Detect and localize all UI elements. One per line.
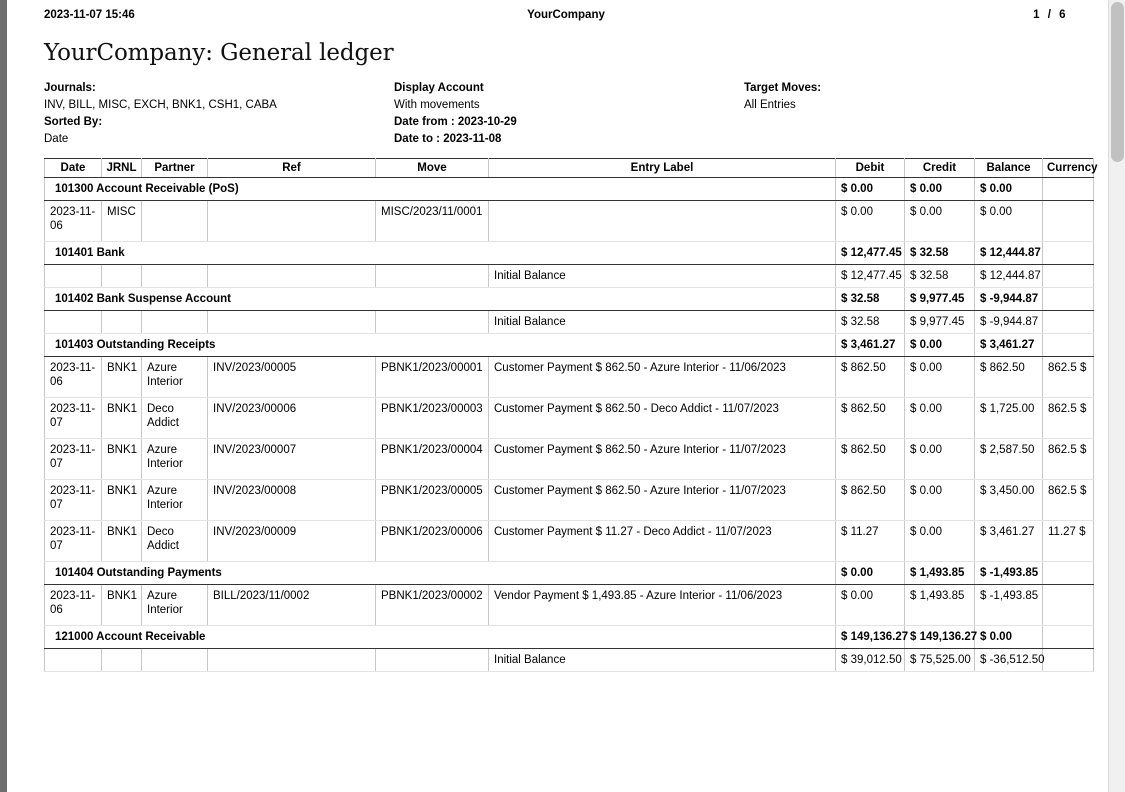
cell-balance: $ 1,725.00: [975, 398, 1043, 439]
account-group-row: [45, 334, 1094, 357]
cell-debit: $ 862.50: [836, 357, 905, 398]
cell-date: 2023-11-07: [45, 398, 102, 439]
table-row: [45, 585, 1094, 626]
sorted-by-label: Sorted By:: [44, 116, 103, 128]
cell-ref: INV/2023/00006: [208, 398, 376, 439]
cell-debit: $ 862.50: [836, 398, 905, 439]
group-currency: [1043, 288, 1094, 311]
table-body: [45, 178, 1094, 672]
cell-date: [45, 265, 102, 288]
column-header-jrnl: JRNL: [102, 159, 142, 178]
group-debit: $ 149,136.27: [836, 626, 905, 649]
cell-date: 2023-11-07: [45, 480, 102, 521]
account-group-row: [45, 242, 1094, 265]
group-balance: $ 12,444.87: [975, 242, 1043, 265]
cell-jrnl: [102, 265, 142, 288]
cell-entry-label: Customer Payment $ 862.50 - Azure Interior - 11/07/2023: [489, 480, 836, 521]
cell-entry-label: Customer Payment $ 862.50 - Deco Addict - 11/07/2023: [489, 398, 836, 439]
account-name: 101402 Bank Suspense Account: [45, 288, 836, 311]
cell-date: 2023-11-06: [45, 585, 102, 626]
cell-ref: INV/2023/00005: [208, 357, 376, 398]
cell-balance: $ -36,512.50: [975, 649, 1043, 672]
cell-date: 2023-11-07: [45, 439, 102, 480]
journals-label: Journals:: [44, 82, 96, 94]
cell-balance: $ 2,587.50: [975, 439, 1043, 480]
cell-debit: $ 32.58: [836, 311, 905, 334]
target-moves-value: All Entries: [744, 99, 796, 111]
cell-move: [376, 311, 489, 334]
page-running-header: [0, 0, 1108, 21]
cell-credit: $ 9,977.45: [905, 311, 975, 334]
table-row: [45, 357, 1094, 398]
cell-currency: 862.5 $: [1043, 480, 1094, 521]
cell-partner: [142, 649, 208, 672]
scrollbar-thumb[interactable]: [1111, 2, 1124, 162]
group-debit: $ 32.58: [836, 288, 905, 311]
vertical-scrollbar[interactable]: [1108, 0, 1125, 792]
group-credit: $ 9,977.45: [905, 288, 975, 311]
cell-jrnl: [102, 311, 142, 334]
table-row: [45, 311, 1094, 334]
cell-entry-label: Customer Payment $ 862.50 - Azure Interior - 11/06/2023: [489, 357, 836, 398]
cell-partner: Azure Interior: [142, 585, 208, 626]
cell-entry-label: Customer Payment $ 862.50 - Azure Interior - 11/07/2023: [489, 439, 836, 480]
cell-ref: INV/2023/00009: [208, 521, 376, 562]
cell-entry-label: Vendor Payment $ 1,493.85 - Azure Interior - 11/06/2023: [489, 585, 836, 626]
group-currency: [1043, 242, 1094, 265]
cell-partner: Azure Interior: [142, 480, 208, 521]
column-header-debit: Debit: [836, 159, 905, 178]
cell-jrnl: MISC: [102, 201, 142, 242]
table-row: [45, 265, 1094, 288]
group-credit: $ 0.00: [905, 178, 975, 201]
cell-ref: INV/2023/00008: [208, 480, 376, 521]
cell-move: PBNK1/2023/00004: [376, 439, 489, 480]
cell-debit: $ 11.27: [836, 521, 905, 562]
table-row: [45, 649, 1094, 672]
cell-credit: $ 0.00: [905, 521, 975, 562]
cell-partner: [142, 201, 208, 242]
group-debit: $ 3,461.27: [836, 334, 905, 357]
column-header-currency: Currency: [1043, 159, 1094, 178]
cell-currency: [1043, 201, 1094, 242]
cell-entry-label: Initial Balance: [489, 265, 836, 288]
cell-jrnl: BNK1: [102, 521, 142, 562]
column-header-date: Date: [45, 159, 102, 178]
cell-credit: $ 0.00: [905, 480, 975, 521]
cell-debit: $ 12,477.45: [836, 265, 905, 288]
account-name: 121000 Account Receivable: [45, 626, 836, 649]
sorted-by-value: Date: [44, 133, 69, 145]
cell-move: PBNK1/2023/00003: [376, 398, 489, 439]
cell-move: PBNK1/2023/00006: [376, 521, 489, 562]
group-currency: [1043, 626, 1094, 649]
window-left-gutter: [0, 0, 7, 792]
cell-balance: $ -9,944.87: [975, 311, 1043, 334]
filters-column-target-moves: [744, 80, 1004, 148]
date-to-label: Date to : 2023-11-08: [394, 133, 502, 145]
group-credit: $ 1,493.85: [905, 562, 975, 585]
header-datetime: 2023-11-07 15:46: [44, 9, 135, 21]
cell-ref: INV/2023/00007: [208, 439, 376, 480]
table-row: [45, 201, 1094, 242]
table-row: [45, 480, 1094, 521]
cell-move: [376, 649, 489, 672]
report-filters: [44, 80, 1093, 148]
filters-column-journals: [44, 80, 394, 148]
account-group-row: [45, 288, 1094, 311]
cell-credit: $ 1,493.85: [905, 585, 975, 626]
group-credit: $ 149,136.27: [905, 626, 975, 649]
account-group-row: [45, 562, 1094, 585]
cell-jrnl: [102, 649, 142, 672]
account-group-row: [45, 178, 1094, 201]
group-balance: $ 0.00: [975, 626, 1043, 649]
display-account-value: With movements: [394, 99, 480, 111]
cell-partner: Deco Addict: [142, 398, 208, 439]
cell-currency: 862.5 $: [1043, 439, 1094, 480]
column-header-partner: Partner: [142, 159, 208, 178]
cell-ref: [208, 201, 376, 242]
cell-debit: $ 862.50: [836, 480, 905, 521]
cell-balance: $ 3,450.00: [975, 480, 1043, 521]
cell-jrnl: BNK1: [102, 480, 142, 521]
cell-currency: [1043, 311, 1094, 334]
group-credit: $ 0.00: [905, 334, 975, 357]
cell-currency: 11.27 $: [1043, 521, 1094, 562]
cell-balance: $ 862.50: [975, 357, 1043, 398]
cell-date: 2023-11-06: [45, 357, 102, 398]
cell-balance: $ -1,493.85: [975, 585, 1043, 626]
cell-entry-label: Customer Payment $ 11.27 - Deco Addict - 11/07/2023: [489, 521, 836, 562]
cell-debit: $ 0.00: [836, 201, 905, 242]
cell-debit: $ 862.50: [836, 439, 905, 480]
cell-entry-label: Initial Balance: [489, 311, 836, 334]
page-total: 6: [1059, 9, 1066, 21]
cell-ref: [208, 649, 376, 672]
account-name: 101300 Account Receivable (PoS): [45, 178, 836, 201]
cell-currency: [1043, 265, 1094, 288]
cell-currency: [1043, 649, 1094, 672]
group-debit: $ 0.00: [836, 562, 905, 585]
document-body: [0, 40, 1108, 672]
account-name: 101404 Outstanding Payments: [45, 562, 836, 585]
cell-date: [45, 311, 102, 334]
column-header-ref: Ref: [208, 159, 376, 178]
cell-partner: Deco Addict: [142, 521, 208, 562]
group-credit: $ 32.58: [905, 242, 975, 265]
cell-debit: $ 0.00: [836, 585, 905, 626]
group-currency: [1043, 178, 1094, 201]
cell-move: PBNK1/2023/00002: [376, 585, 489, 626]
group-balance: $ 3,461.27: [975, 334, 1043, 357]
header-company-name: YourCompany: [527, 9, 605, 21]
display-account-label: Display Account: [394, 82, 484, 94]
cell-partner: [142, 265, 208, 288]
cell-partner: Azure Interior: [142, 439, 208, 480]
cell-date: 2023-11-07: [45, 521, 102, 562]
cell-move: MISC/2023/11/0001: [376, 201, 489, 242]
cell-currency: 862.5 $: [1043, 398, 1094, 439]
journals-value: INV, BILL, MISC, EXCH, BNK1, CSH1, CABA: [44, 99, 277, 111]
cell-credit: $ 0.00: [905, 357, 975, 398]
group-balance: $ -9,944.87: [975, 288, 1043, 311]
cell-ref: [208, 311, 376, 334]
date-from-label: Date from : 2023-10-29: [394, 116, 517, 128]
cell-credit: $ 0.00: [905, 439, 975, 480]
general-ledger-table: [44, 158, 1098, 672]
column-header-move: Move: [376, 159, 489, 178]
account-name: 101403 Outstanding Receipts: [45, 334, 836, 357]
group-currency: [1043, 562, 1094, 585]
cell-credit: $ 75,525.00: [905, 649, 975, 672]
group-debit: $ 0.00: [836, 178, 905, 201]
table-row: [45, 398, 1094, 439]
group-currency: [1043, 334, 1094, 357]
cell-jrnl: BNK1: [102, 357, 142, 398]
cell-jrnl: BNK1: [102, 439, 142, 480]
column-header-entry-label: Entry Label: [489, 159, 836, 178]
account-group-row: [45, 626, 1094, 649]
cell-balance: $ 0.00: [975, 201, 1043, 242]
column-header-balance: Balance: [975, 159, 1043, 178]
cell-ref: BILL/2023/11/0002: [208, 585, 376, 626]
cell-jrnl: BNK1: [102, 585, 142, 626]
page-separator: /: [1047, 9, 1052, 21]
cell-date: [45, 649, 102, 672]
column-header-credit: Credit: [905, 159, 975, 178]
group-balance: $ 0.00: [975, 178, 1043, 201]
cell-partner: [142, 311, 208, 334]
cell-date: 2023-11-06: [45, 201, 102, 242]
cell-entry-label: Initial Balance: [489, 649, 836, 672]
cell-move: [376, 265, 489, 288]
table-row: [45, 521, 1094, 562]
group-debit: $ 12,477.45: [836, 242, 905, 265]
cell-ref: [208, 265, 376, 288]
cell-debit: $ 39,012.50: [836, 649, 905, 672]
table-row: [45, 439, 1094, 480]
page-current: 1: [1033, 9, 1040, 21]
cell-move: PBNK1/2023/00005: [376, 480, 489, 521]
table-header-row: [45, 159, 1094, 178]
header-page-number: [788, 9, 1088, 21]
page-title: YourCompany: General ledger: [44, 40, 394, 66]
cell-move: PBNK1/2023/00001: [376, 357, 489, 398]
cell-credit: $ 32.58: [905, 265, 975, 288]
cell-credit: $ 0.00: [905, 201, 975, 242]
cell-jrnl: BNK1: [102, 398, 142, 439]
target-moves-label: Target Moves:: [744, 82, 822, 94]
cell-balance: $ 12,444.87: [975, 265, 1043, 288]
group-balance: $ -1,493.85: [975, 562, 1043, 585]
filters-column-display-account: [394, 80, 744, 148]
cell-credit: $ 0.00: [905, 398, 975, 439]
cell-currency: 862.5 $: [1043, 357, 1094, 398]
account-name: 101401 Bank: [45, 242, 836, 265]
cell-entry-label: [489, 201, 836, 242]
cell-balance: $ 3,461.27: [975, 521, 1043, 562]
cell-currency: [1043, 585, 1094, 626]
cell-partner: Azure Interior: [142, 357, 208, 398]
